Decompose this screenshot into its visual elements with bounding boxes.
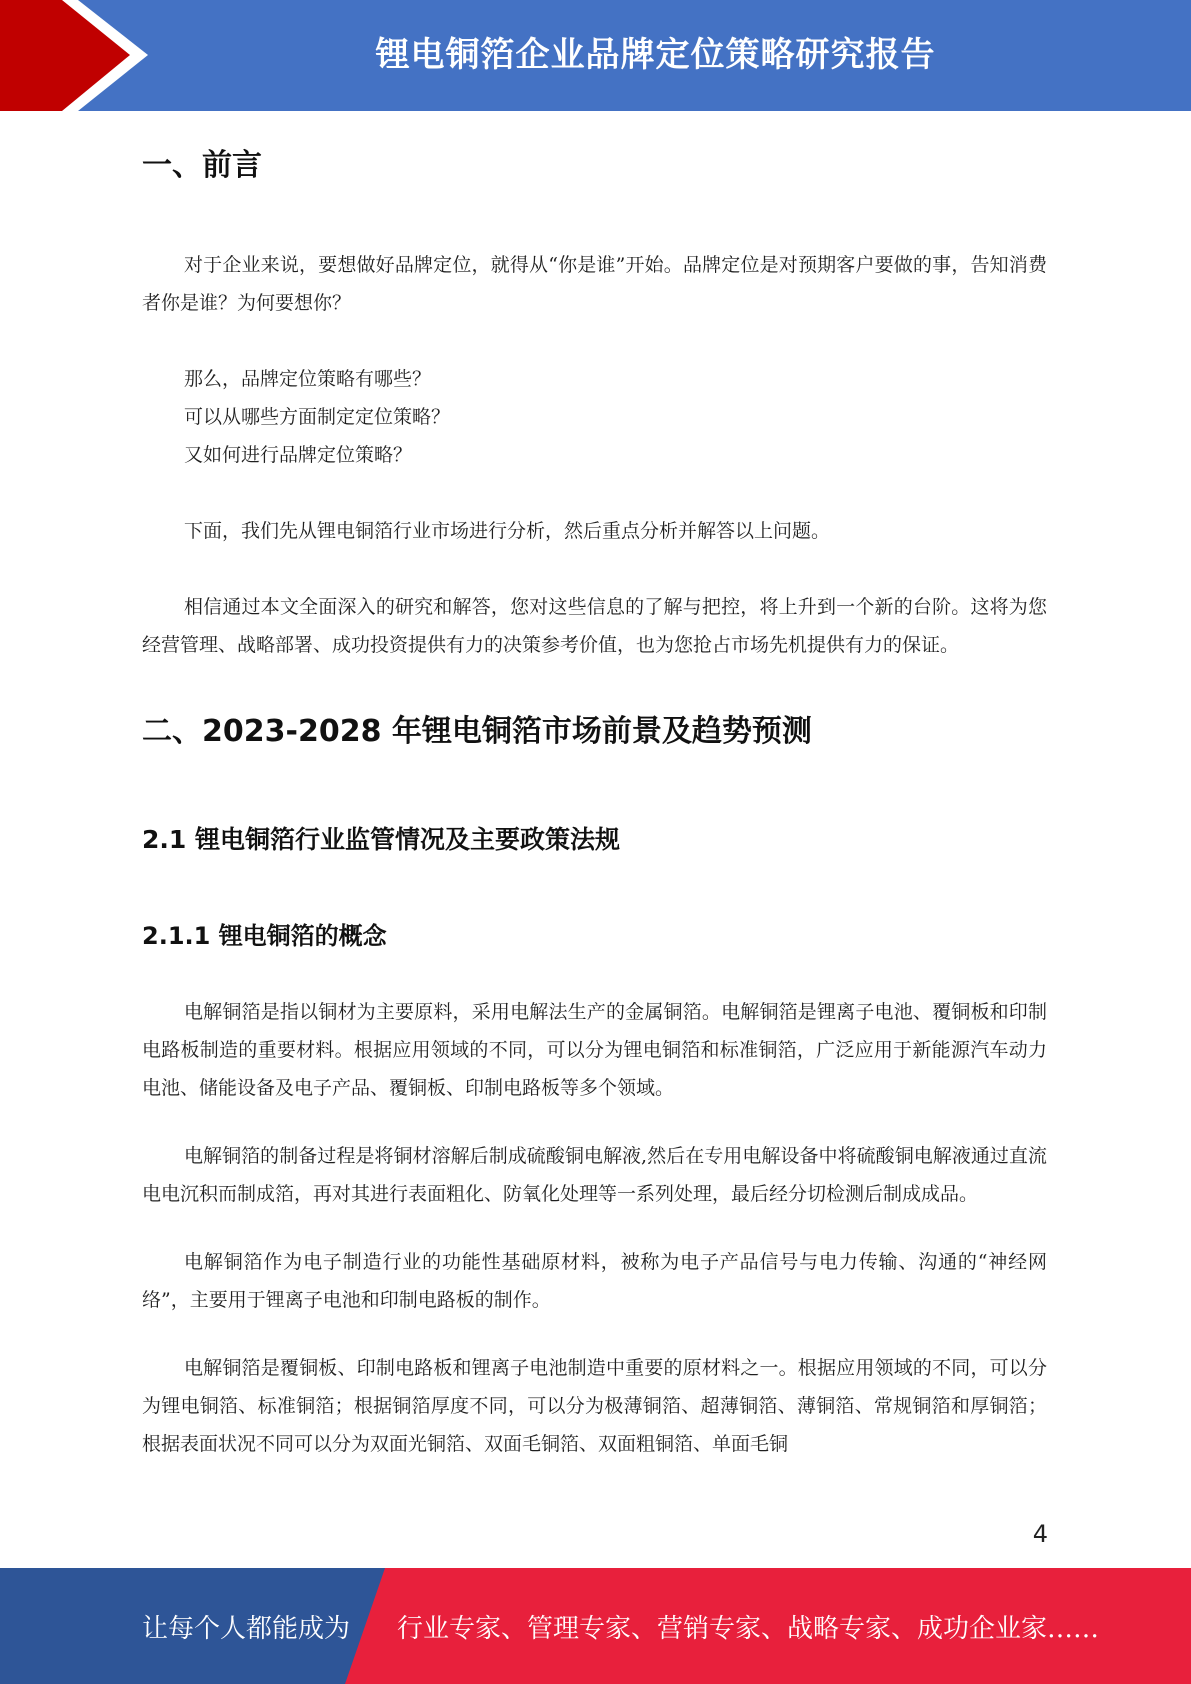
question-item: 那么，品牌定位策略有哪些？ (184, 368, 432, 390)
subsection-heading: 2.1.1 锂电铜箔的概念 (142, 922, 387, 950)
subsection-heading: 2.1 锂电铜箔行业监管情况及主要政策法规 (142, 825, 620, 854)
document-body (142, 130, 1047, 1463)
footer-slogan-right: 行业专家、管理专家、营销专家、战略专家、成功企业家…… (397, 1613, 1100, 1644)
paragraph: 电解铜箔的制备过程是将铜材溶解后制成硫酸铜电解液,然后在专用电解设备中将硫酸铜电解液通过直流电电沉积而制成箔，再对其进行表面粗化、防氧化处理等一系列处理，最后经分切检测后制成成品。 (142, 1145, 1047, 1205)
section-heading-market-forecast: 二、2023-2028 年锂电铜箔市场前景及趋势预测 (142, 714, 812, 749)
question-item: 又如何进行品牌定位策略？ (184, 444, 413, 466)
paragraph: 电解铜箔是覆铜板、印制电路板和锂离子电池制造中重要的原材料之一。根据应用领域的不同，可以分为锂电铜箔、标准铜箔；根据铜箔厚度不同，可以分为极薄铜箔、超薄铜箔、薄铜箔、常规铜箔和厚铜箔；根据表面状况不同可以分为双面光铜箔、双面毛铜箔、双面粗铜箔、单面毛铜 (142, 1357, 1047, 1455)
header-arrow-decoration (0, 0, 160, 111)
footer-slogan-left: 让每个人都能成为 (142, 1613, 351, 1644)
report-title: 锂电铜箔企业品牌定位策略研究报告 (375, 35, 936, 75)
page-number: 4 (1032, 1520, 1048, 1548)
question-list (142, 360, 1047, 474)
paragraph: 下面，我们先从锂电铜箔行业市场进行分析，然后重点分析并解答以上问题。 (184, 520, 831, 542)
question-item: 可以从哪些方面制定定位策略？ (184, 406, 451, 428)
paragraph: 对于企业来说，要想做好品牌定位，就得从“你是谁”开始。品牌定位是对预期客户要做的事，告知消费者你是谁？为何要想你？ (142, 254, 1047, 314)
paragraph: 电解铜箔作为电子制造行业的功能性基础原材料，被称为电子产品信号与电力传输、沟通的“神经网络”，主要用于锂离子电池和印制电路板的制作。 (142, 1251, 1047, 1311)
header-banner (0, 0, 1191, 111)
paragraph: 相信通过本文全面深入的研究和解答，您对这些信息的了解与把控，将上升到一个新的台阶。这将为您经营管理、战略部署、成功投资提供有力的决策参考价值，也为您抢占市场先机提供有力的保证。 (142, 596, 1047, 656)
footer-banner (0, 1568, 1191, 1684)
section-heading-preface: 一、前言 (142, 148, 262, 183)
paragraph: 电解铜箔是指以铜材为主要原料，采用电解法生产的金属铜箔。电解铜箔是锂离子电池、覆铜板和印制电路板制造的重要材料。根据应用领域的不同，可以分为锂电铜箔和标准铜箔，广泛应用于新能源汽车动力电池、储能设备及电子产品、覆铜板、印制电路板等多个领域。 (142, 1001, 1047, 1099)
